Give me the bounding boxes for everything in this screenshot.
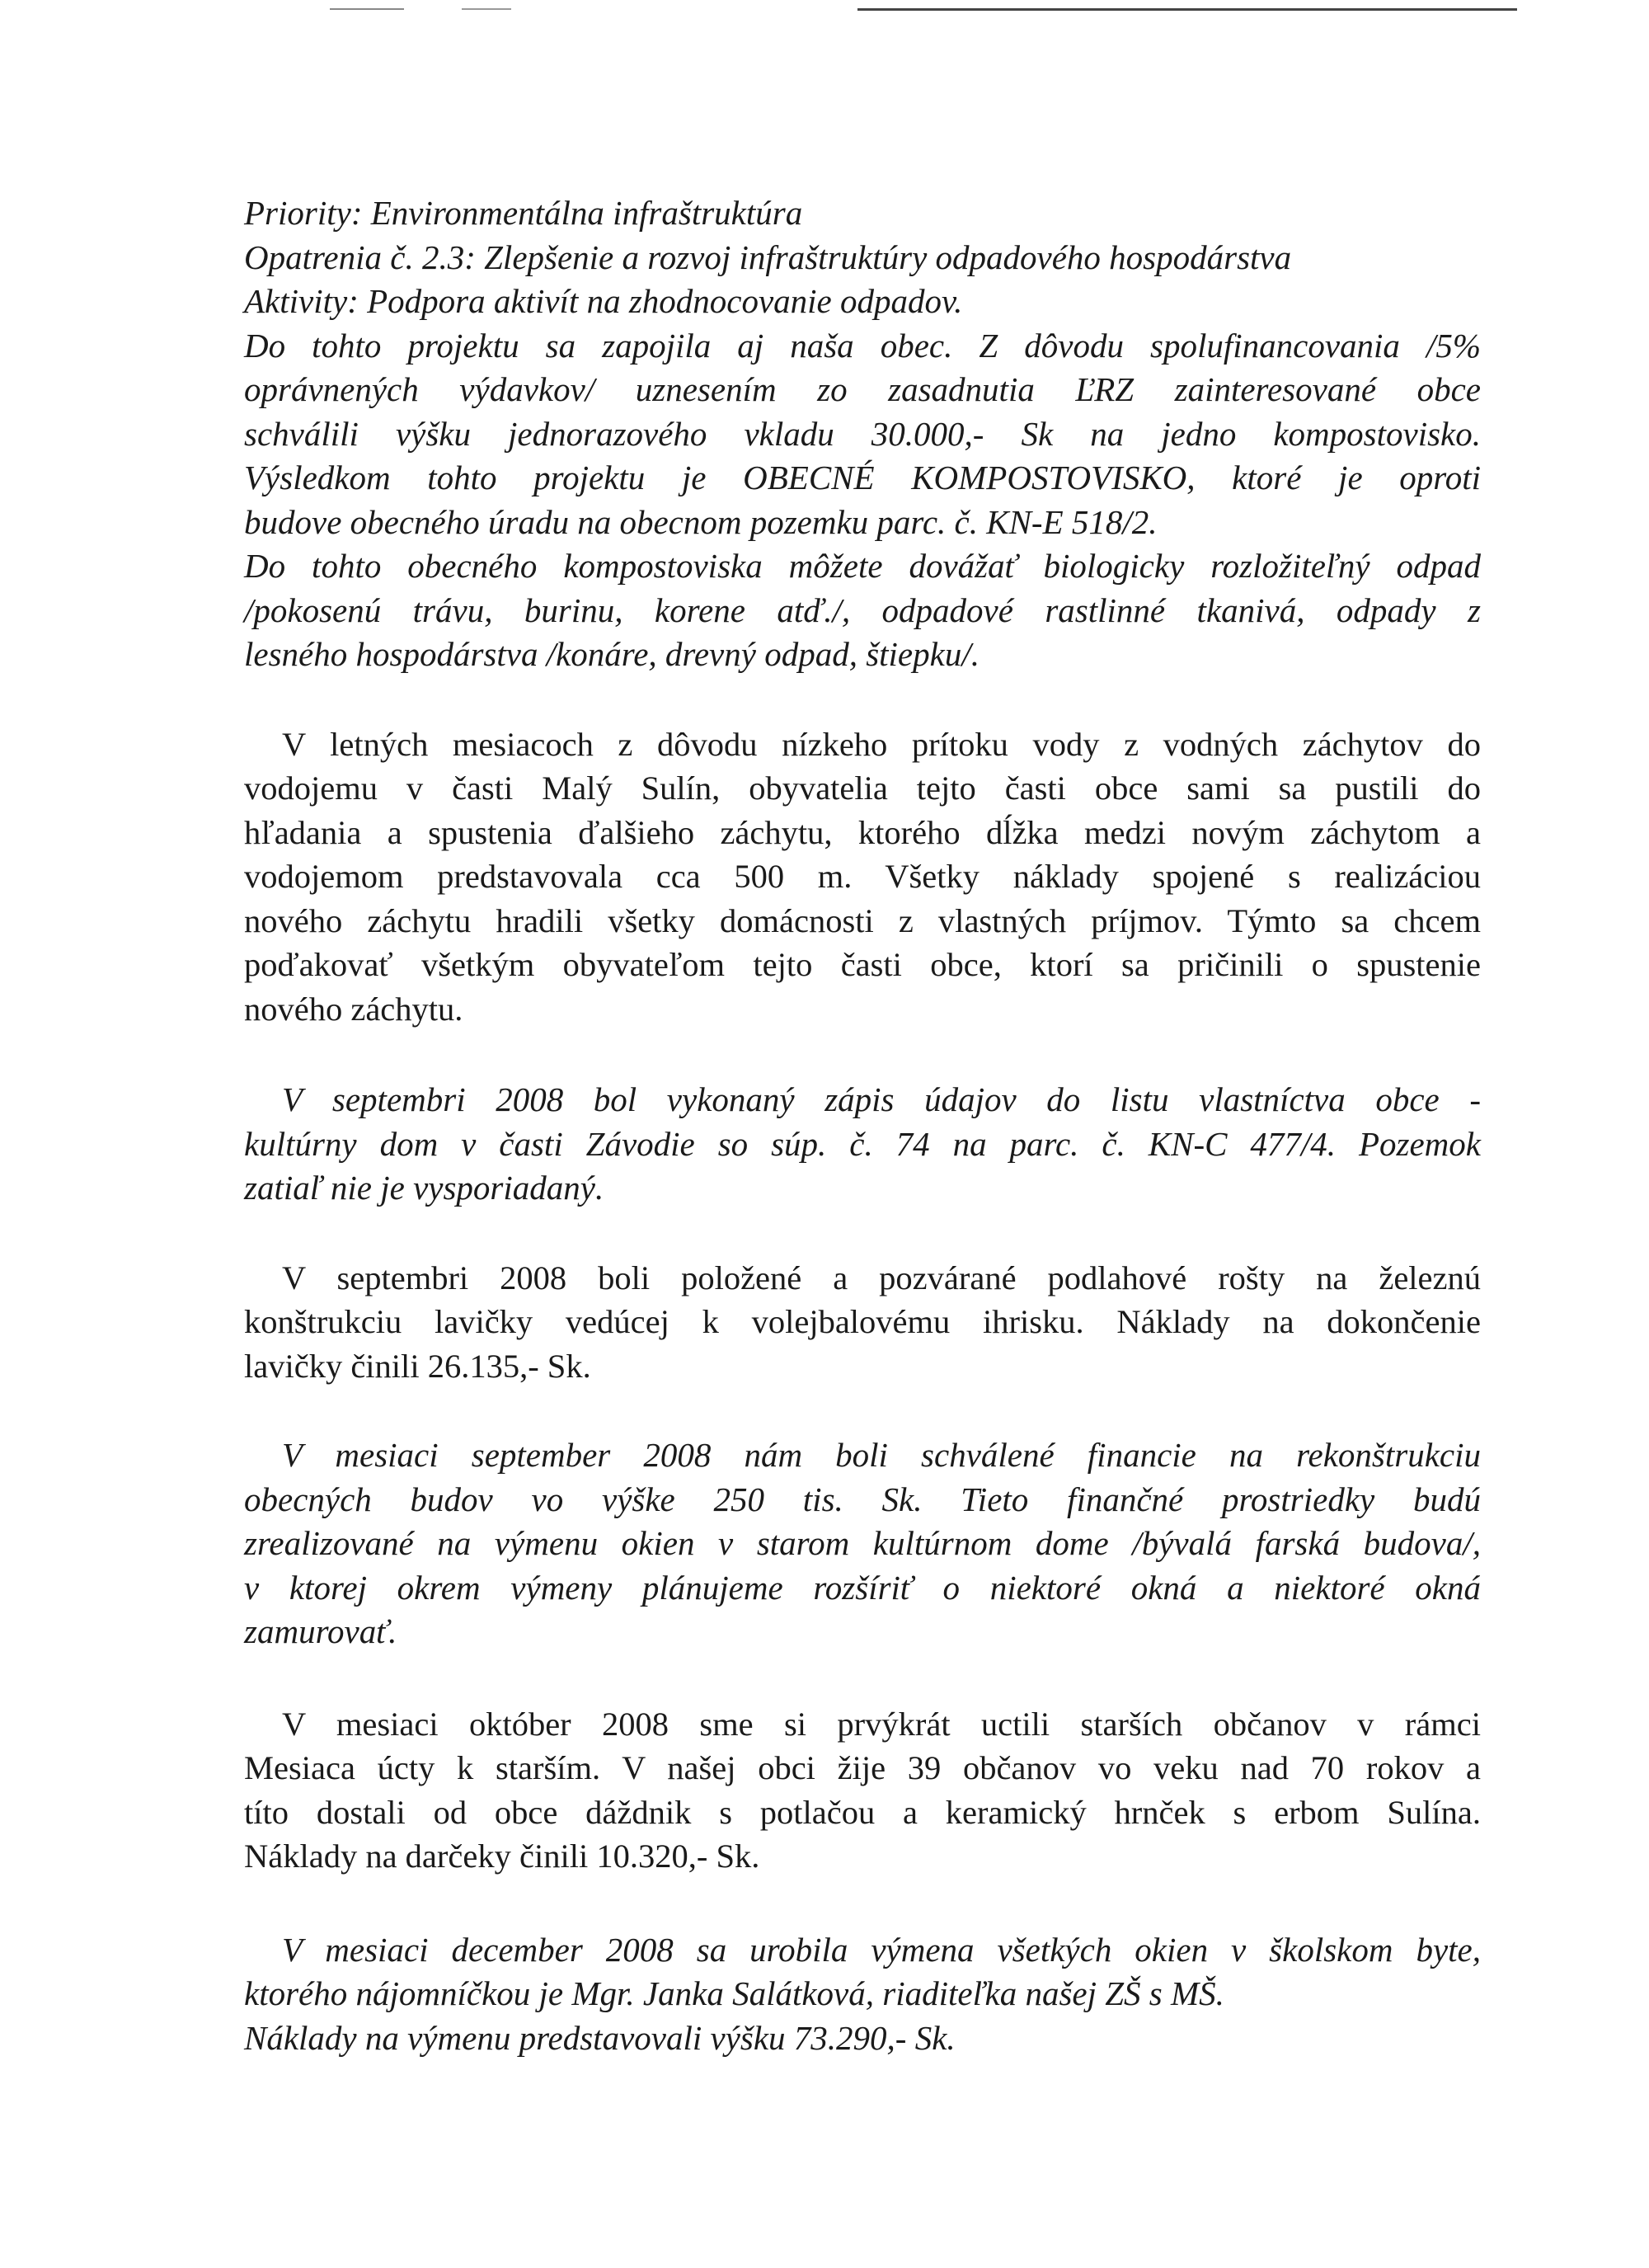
window-replacement-paragraph	[244, 1928, 1481, 2061]
text-line: V mesiaci október 2008 sme si prvýkrát uctili starších občanov v rámci	[282, 1705, 1481, 1743]
text-line: Do tohto obecného kompostoviska môžete dovážať biologicky rozložiteľný odpad	[244, 547, 1481, 585]
text-line: ktorého nájomníčkou je Mgr. Janka Salátková, riaditeľka našej ZŠ s MŠ.	[244, 1974, 1224, 2012]
reconstruction-funds-paragraph	[244, 1433, 1481, 1654]
project-info-block	[244, 191, 1481, 677]
scan-top-mark	[462, 8, 511, 10]
text-line: V septembri 2008 boli položené a pozvárané podlahové rošty na železnú	[282, 1259, 1481, 1296]
text-line: Do tohto projektu sa zapojila aj naša obec. Z dôvodu spolufinancovania /5%	[244, 326, 1481, 365]
text-line: Náklady na výmenu predstavovali výšku 73.290,- Sk.	[244, 2018, 956, 2057]
scan-top-rule	[857, 8, 1517, 11]
text-line: /pokosenú trávu, burinu, korene atď./, odpadové rastlinné tkanivá, odpady z	[244, 591, 1481, 629]
text-line: zatiaľ nie je vysporiadaný.	[244, 1169, 604, 1207]
text-line: V mesiaci december 2008 sa urobila výmena všetkých okien v školskom byte,	[282, 1930, 1481, 1969]
text-line: konštrukciu lavičky vedúcej k volejbalovému ihrisku. Náklady na dokončenie	[244, 1303, 1481, 1340]
text-line: Výsledkom tohto projektu je OBECNÉ KOMPOSTOVISKO, ktoré je oproti	[244, 459, 1481, 496]
text-line: hľadania a spustenia ďalšieho záchytu, ktorého dĺžka medzi novým záchytom a	[244, 813, 1481, 851]
text-line: lesného hospodárstva /konáre, drevný odpad, štiepku/.	[244, 635, 980, 673]
text-line: budove obecného úradu na obecnom pozemku parc. č. KN-E 518/2.	[244, 502, 1158, 541]
text-line: Náklady na darčeky činili 10.320,- Sk.	[244, 1837, 760, 1875]
document-body	[244, 191, 1481, 2060]
text-line: vodojemom predstavovala cca 500 m. Všetky náklady spojené s realizáciou	[244, 858, 1481, 895]
cultural-house-paragraph	[244, 1078, 1481, 1211]
text-line: oprávnených výdavkov/ uznesením zo zasadnutia ĽRZ zainteresované obce	[244, 370, 1481, 408]
text-line: zrealizované na výmenu okien v starom kultúrnom dome /bývalá farská budova/,	[244, 1524, 1481, 1562]
text-line: nového záchytu.	[244, 990, 463, 1028]
text-line: v ktorej okrem výmeny plánujeme rozšíriť o niektoré okná a niektoré okná	[244, 1568, 1481, 1607]
priority-line: Priority: Environmentálna infraštruktúra	[244, 194, 803, 232]
text-line: lavičky činili 26.135,- Sk.	[244, 1347, 591, 1385]
text-line: V mesiaci september 2008 nám boli schválené financie na rekonštrukciu	[282, 1436, 1481, 1474]
text-line: V septembri 2008 bol vykonaný zápis údajov do listu vlastníctva obce -	[282, 1080, 1481, 1118]
water-catchment-paragraph	[244, 722, 1481, 1032]
text-line: obecných budov vo výške 250 tis. Sk. Tieto finančné prostriedky budú	[244, 1480, 1481, 1518]
text-line: nového záchytu hradili všetky domácnosti z vlastných príjmov. Týmto sa chcem	[244, 901, 1481, 939]
seniors-month-paragraph	[244, 1702, 1481, 1879]
text-line: V letných mesiacoch z dôvodu nízkeho prítoku vody z vodných záchytov do	[282, 725, 1481, 763]
bench-grates-paragraph	[244, 1256, 1481, 1389]
text-line: zamurovať.	[244, 1612, 397, 1650]
activity-line: Aktivity: Podpora aktivít na zhodnocovanie odpadov.	[244, 282, 963, 320]
text-line: títo dostali od obce dáždnik s potlačou a keramický hrnček s erbom Sulína.	[244, 1793, 1481, 1831]
text-line: poďakovať všetkým obyvateľom tejto časti obce, ktorí sa pričinili o spustenie	[244, 946, 1481, 983]
text-line: kultúrny dom v časti Závodie so súp. č. 74 na parc. č. KN-C 477/4. Pozemok	[244, 1124, 1481, 1163]
text-line: schválili výšku jednorazového vkladu 30.000,- Sk na jedno kompostovisko.	[244, 414, 1481, 453]
scan-top-mark	[330, 8, 404, 10]
measure-line: Opatrenia č. 2.3: Zlepšenie a rozvoj infraštruktúry odpadového hospodárstva	[244, 238, 1292, 276]
text-line: Mesiaca úcty k starším. V našej obci žije 39 občanov vo veku nad 70 rokov a	[244, 1749, 1481, 1786]
text-line: vodojemu v časti Malý Sulín, obyvatelia tejto časti obce sami sa pustili do	[244, 769, 1481, 807]
